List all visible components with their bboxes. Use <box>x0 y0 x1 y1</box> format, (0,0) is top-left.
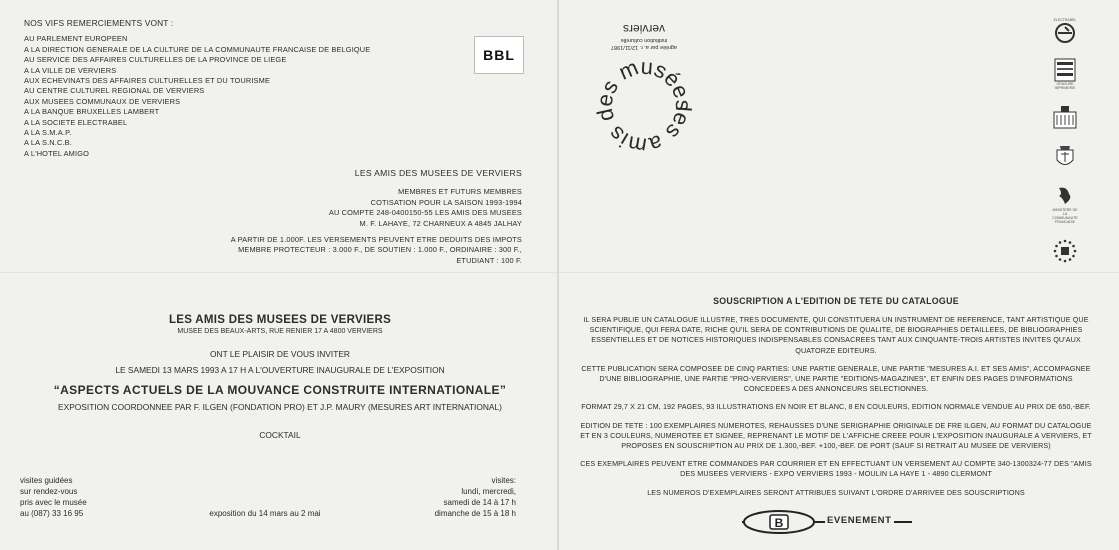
european-parliament-logo <box>1051 238 1079 264</box>
hours-line: dimanche de 15 à 18 h <box>434 509 516 518</box>
membership-line: AU COMPTE 248-0400150-55 LES AMIS DES MUSEES <box>328 208 522 218</box>
acknowledgement-item: A L'HOTEL AMIGO <box>24 148 89 158</box>
acknowledgement-item: A LA SOCIETE ELECTRABEL <box>24 117 128 127</box>
acknowledgements-list <box>24 34 384 159</box>
catalogue-subscription <box>580 296 1092 506</box>
opening-hours <box>400 475 516 519</box>
sponsor-logos <box>1044 18 1086 278</box>
exhibition-dates: exposition du 14 mars au 2 mai <box>209 509 321 518</box>
visits-line: sur rendez-vous <box>20 487 78 496</box>
acknowledgement-item: AU PARLEMENT EUROPEEN <box>24 34 128 44</box>
membership-line: A PARTIR DE 1.000F. LES VERSEMENTS PEUVENT ETRE DEDUITS DES IMPOTS <box>230 235 522 245</box>
logo-note-line: agréée par a. r. 12/11/1987 <box>611 44 677 50</box>
sncb-letter: B <box>774 516 784 530</box>
bbl-logo <box>474 36 524 74</box>
communaute-francaise-logo <box>1051 184 1079 224</box>
visits-line: pris avec le musée <box>20 498 87 507</box>
invite-line: ONT LE PLAISIR DE VOUS INVITER <box>210 349 350 359</box>
subscription-paragraph: CETTE PUBLICATION SERA COMPOSEE DE CINQ PARTIES: UNE PARTIE GENERALE, UNE PARTIE "MESURES A.I. ET SES AMIS", ACCOMPAGNEE D'UNE BIBLIOGRAPHIE, UNE PARTIE "PRO-VERVIERS", UNE PARTIE "EDITIONS-MAGAZINES", ET ENFIN DES PAGES D'INFORMATIONS CONCEDEES A DES ANNONCEURS SELECTIONNES. <box>581 363 1091 394</box>
visits-line: au (087) 33 16 95 <box>20 509 84 518</box>
svg-text:les amis des musées <box>592 54 696 159</box>
right-crease <box>559 272 1119 273</box>
logo-note-line: institution culturelle <box>620 37 668 43</box>
acknowledgement-item: A LA DIRECTION GENERALE DE LA CULTURE DE LA COMMUNAUTE FRANCAISE DE BELGIQUE <box>24 44 371 54</box>
acknowledgement-item: A LA BANQUE BRUXELLES LAMBERT <box>24 107 160 117</box>
evenement-label: EVENEMENT <box>827 515 892 526</box>
subscription-paragraph: IL SERA PUBLIE UN CATALOGUE ILLUSTRE, TRES DOCUMENTE, QUI CONSTITUERA UN INSTRUMENT DE REFERENCE, TANT ARTISTIQUE QUE SCIENTIFIQUE, QUI FERA DATE, RICHE QU'IL SERA DE CONTRIBUTIONS DE QUALITE, DE BIOGRAPHIES DETAILLEES, DE BIBLIOGRAPHIES ESSENTIELLES ET DE NOTICES HISTORIQUES INDISPENSABLES CONSACREES TANT AUX CINQUANTE-TROIS ARTISTES INVITES QU'AUX QUATORZE EDITEURS. <box>583 315 1089 355</box>
electrabel-caption: ELECTRABEL <box>1053 18 1077 22</box>
hours-line: lundi, mercredi, <box>461 487 516 496</box>
acknowledgement-item: AU CENTRE CULTUREL REGIONAL DE VERVIERS <box>24 86 205 96</box>
gravure-imprimerie-logo <box>1051 58 1079 90</box>
communaute-caption: MINISTERE DE LA COMMUNAUTE FRANCAISE <box>1052 208 1078 224</box>
subscription-paragraph: FORMAT 29,7 X 21 CM, 192 PAGES, 93 ILLUSTRATIONS EN NOIR ET BLANC, 8 EN COULEURS, EDITION NORMALE VENDUE AU PRIX DE 650,-BEF. <box>581 402 1091 412</box>
acknowledgement-item: A LA VILLE DE VERVIERS <box>24 65 117 75</box>
acknowledgement-item: AUX MUSEES COMMUNAUX DE VERVIERS <box>24 96 181 106</box>
membership-line: MEMBRE PROTECTEUR : 3.000 F., DE SOUTIEN : 1.000 F., ORDINAIRE : 300 F., ETUDIANT : 100 F. <box>238 245 522 265</box>
logo-ring-text: les amis des musées <box>591 53 697 159</box>
membership-line: M. F. LAHAYE, 72 CHARNEUX A 4845 JALHAY <box>359 218 522 228</box>
logo-city: verviers <box>623 22 666 36</box>
acknowledgement-item: A LA S.N.C.B. <box>24 138 72 148</box>
membership-line: COTISATION POUR LA SAISON 1993-1994 <box>370 197 522 207</box>
center-fold <box>557 0 559 550</box>
acknowledgement-item: A LA S.M.A.P. <box>24 128 72 138</box>
exhibition-coordination: EXPOSITION COORDONNEE PAR F. ILGEN (FONDATION PRO) ET J.P. MAURY (MESURES ART INTERNATIONAL) <box>58 402 502 412</box>
subscription-paragraph: CES EXEMPLAIRES PEUVENT ETRE COMMANDES PAR COURRIER ET EN EFFECTUANT UN VERSEMENT AU COMPTE 340-1300324-77 DES "AMIS DES MUSEES VERVIERS - EXPO VERVIERS 1993 - MOULIN LA HAYE 1 - 4890 CLERMONT <box>580 459 1092 479</box>
acknowledgements <box>24 18 384 159</box>
bbl-logo-text: BBL <box>483 47 515 63</box>
subscription-paragraph: EDITION DE TETE : 100 EXEMPLAIRES NUMEROTES, REHAUSSES D'UNE SERIGRAPHIE ORIGINALE DE FRE ILGEN, AU FORMAT DU CATALOGUE ET EN 3 COULEURS, NUMEROTEE ET SIGNEE, REPRENANT LE MOTIF DE L'AFFICHE CREEE POUR L'EXPOSITION INAUGURALE A VERVIERS, ET PROPOSES EN SOUSCRIPTION AU PRIX DE 1.300,-BEF. +100,-BEF. DE PORT (SAUF SI RETRAIT AU MUSEE DE VERVIERS) <box>580 420 1092 451</box>
membership-info <box>200 168 522 266</box>
acknowledgements-heading: NOS VIFS REMERCIEMENTS VONT : <box>24 18 174 28</box>
gravure-caption: GRAVURE IMPRIMERIE <box>1054 82 1076 90</box>
hours-line: visites: <box>491 476 516 485</box>
cocktail-label: COCKTAIL <box>259 430 301 440</box>
acknowledgement-item: AUX ECHEVINATS DES AFFAIRES CULTURELLES ET DU TOURISME <box>24 76 271 86</box>
guided-visits <box>20 475 120 519</box>
left-crease <box>0 272 557 273</box>
acknowledgement-item: AU SERVICE DES AFFAIRES CULTURELLES DE LA PROVINCE DE LIEGE <box>24 55 287 65</box>
sncb-evenement-logo <box>742 508 922 536</box>
building-logo <box>1051 104 1079 130</box>
membership-line: MEMBRES ET FUTURS MEMBRES <box>398 187 522 197</box>
subscription-paragraph: LES NUMEROS D'EXEMPLAIRES SERONT ATTRIBUES SUIVANT L'ORDRE D'ARRIVEE DES SOUSCRIPTIONS <box>647 487 1025 497</box>
visits-line: visites guidées <box>20 476 73 485</box>
amis-des-musees-logo <box>570 22 710 172</box>
subscription-title: SOUSCRIPTION A L'EDITION DE TETE DU CATALOGUE <box>713 296 959 306</box>
province-crest-logo <box>1051 144 1079 170</box>
invitation-block <box>20 314 540 440</box>
organizer-name: LES AMIS DES MUSEES DE VERVIERS <box>168 314 392 326</box>
invite-date-line: LE SAMEDI 13 MARS 1993 A 17 H A L'OUVERTURE INAUGURALE DE L'EXPOSITION <box>115 365 445 375</box>
electrabel-logo <box>1051 18 1079 44</box>
membership-title: LES AMIS DES MUSEES DE VERVIERS <box>354 168 522 178</box>
organizer-address: MUSEE DES BEAUX-ARTS, RUE RENIER 17 A 4800 VERVIERS <box>177 328 383 335</box>
hours-line: samedi de 14 à 17 h <box>443 498 516 507</box>
exhibition-title: “ASPECTS ACTUELS DE LA MOUVANCE CONSTRUITE INTERNATIONALE” <box>53 383 507 397</box>
sncb-oval-icon <box>742 510 816 534</box>
